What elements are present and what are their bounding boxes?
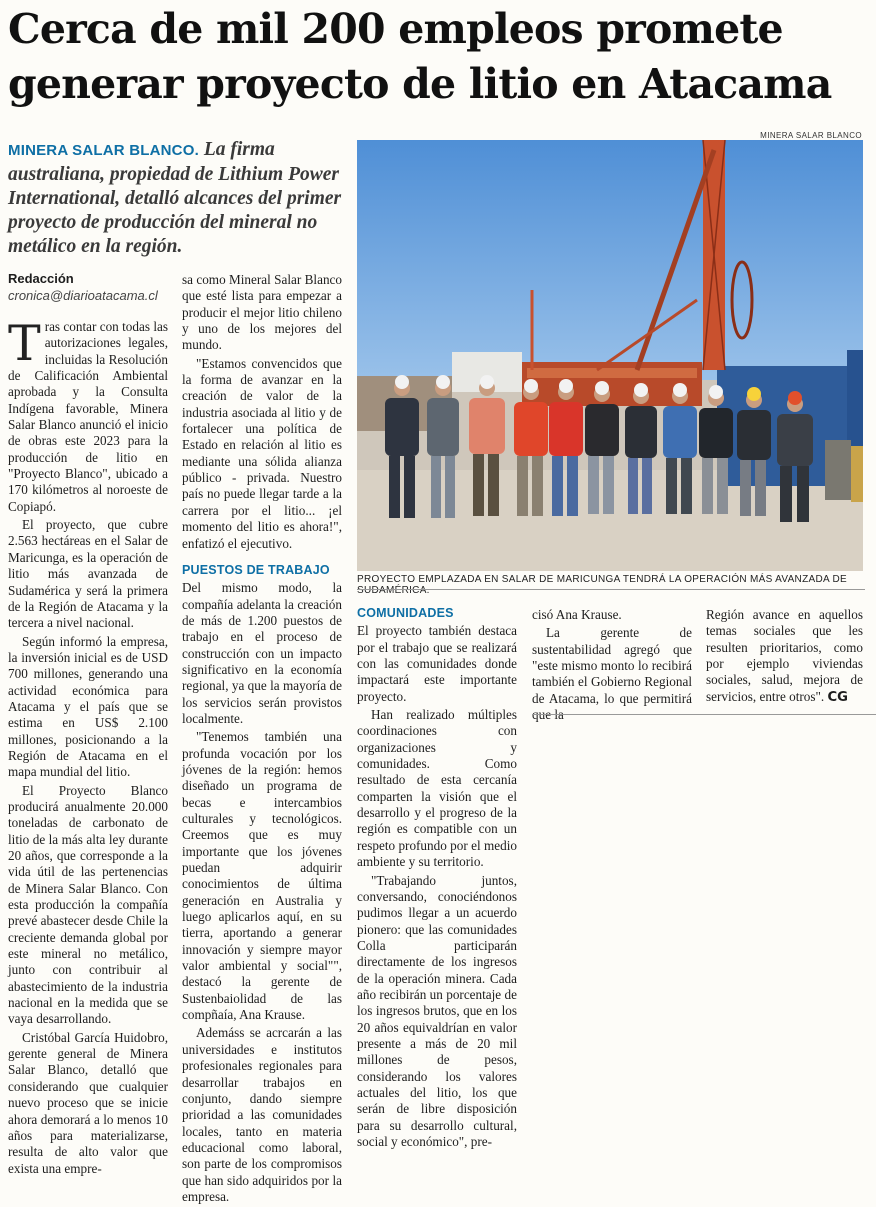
paragraph: El proyecto, que cubre 2.563 hectáreas en el Salar de Maricunga, es la operación de litio más avanzada de Sudamérica y será la primera de la Región de Atacama y la tercera a nivel nacional. (8, 517, 168, 631)
paragraph: La gerente de sustentabilidad agregó que "este mismo monto lo recibirá también el Gobierno Regional de Atacama, lo que permitirá que la (532, 625, 692, 723)
article-column-5 (706, 607, 863, 708)
byline-email: cronica@diarioatacama.cl (8, 288, 158, 303)
paragraph: El Proyecto Blanco producirá anualmente 20.000 toneladas de carbonato de litio de la más alta ley durante 20 años, que corresponde a la vida útil de las pertenencias de Minera Salar Blanco. Con esta producción la compañía prevé abastecer desde Chile la creciente demanda global por este mineral no metálico, junto con contribuir al abastecimiento de la industria nacional en la medida que se vaya desarrollando. (8, 782, 168, 1027)
paragraph: Han realizado múltiples coordinaciones con organizaciones y comunidades. Como resultado de esta cercanía comparten la visión que el desarrollo y el progreso de la región es compatible con un respeto profundo por el medio ambiente y su territorio. (357, 707, 517, 870)
byline (8, 270, 158, 304)
paragraph: Región avance en aquellos temas sociales que les resulten prioritarios, como por ejemplo viviendas sociales, salud, mejora de servicios, entre otros". CG (706, 607, 863, 705)
drop-cap: T (8, 315, 41, 372)
article-column-1 (8, 315, 168, 1179)
article-column-2 (182, 272, 342, 1207)
project-photo (357, 140, 863, 571)
paragraph: El proyecto también destaca por el trabajo que se realizará con las comunidades donde impactará este importante proyecto. (357, 623, 517, 704)
byline-author: Redacción (8, 271, 74, 286)
photo-illustration (357, 140, 863, 571)
paragraph: "Estamos convencidos que la forma de avanzar en la creación de valor de la industria asociada al litio y de fortalecer una política de Estado en relación al litio es mediante una sólida alianza público - privada. Nuestro país no puede llegar tarde a la carrera por el litio... ¡el momento del litio es ahora!", enfatizó el ejecutivo. (182, 355, 342, 551)
sky (357, 140, 863, 390)
article-column-4 (532, 607, 692, 725)
paragraph: "Tenemos también una profunda vocación por los jóvenes de la región: hemos diseñado un programa de becas e intercambios culturales y tecnológicos. Creemos que es muy importante que los jóvenes puedan adquirir conocimientos de última generación en Australia y luego aplicarlos aquí, en su tierra, aportando a generar innovación y siempre mayor valor ambiental y social"", destacó la gerente de Sustenbaiolidad de las compñaía, Ana Krause. (182, 729, 342, 1023)
paragraph: Tras contar con todas las autorizaciones legales, incluidas la Resolución de Calificación Ambiental aprobada y la Consulta Indígena favorable, Minera Salar Blanco anunció el inicio de obras este 2023 para la producción de litio en "Proyecto Blanco", ubicado a 170 kilómetros al noroeste de Copiapó. (8, 315, 168, 514)
photo-caption: PROYECTO EMPLAZADA EN SALAR DE MARICUNGA TENDRÁ LA OPERACIÓN MÁS AVANZADA DE SUDAMÉRICA. (357, 574, 847, 596)
paragraph: "Trabajando juntos, conversando, conociéndonos pudimos llegar a un acuerdo pionero: que las comunidades Colla participarán directamente de los ingresos de la operación minera. Cada año recibirán un porcentaje de los ingresos brutos, que en los 20 años equivaldrían en valor presente a más de 20 mil millones de pesos, considerando los valores actuales del litio, los que serán de libre disposición para su desarrollo cultural, social y económico", pre- (357, 872, 517, 1149)
paragraph: sa como Mineral Salar Blanco que esté lista para empezar a producir el mejor litio chileno y uno de los mejores del mundo. (182, 272, 342, 353)
end-mark: CG (827, 689, 848, 705)
paragraph: Según informó la empresa, la inversión inicial es de USD 700 millones, generando una actividad económica para Atacama y el país que se estima en US$ 2.100 millones, posicionando a la Región de Atacama en el mapa mundial del litio. (8, 633, 168, 780)
paragraph: cisó Ana Krause. (532, 607, 622, 622)
paragraph: Ademáss se acrcarán a las universidades e institutos profesionales regionales para desarrollar trabajos en conjunto, dando siempre prioridad a las comunidades locales, tanto en materia educacional como laboral, son parte de los compromisos que han sido adquiridos por la empresa. (182, 1025, 342, 1204)
lead-kicker: MINERA SALAR BLANCO. (8, 142, 199, 159)
photo-credit: MINERA SALAR BLANCO (760, 131, 862, 140)
divider (357, 589, 865, 590)
paragraph: Cristóbal García Huidobro, gerente general de Minera Salar Blanco, detalló que considerando que cualquier nuevo proceso que se inicie ahora demorará a lo menos 10 años para materializarse, resulta de alto valor que exista una empre- (8, 1029, 168, 1176)
paragraph: Del mismo modo, la compañía adelanta la creación de más de 1.200 puestos de trabajo en el proceso de construcción con un impacto significativo en la economía regional, ya que la mayoría de los servicios serán provistos localmente. (182, 580, 342, 726)
article-column-3 (357, 597, 517, 1152)
lead-paragraph (8, 138, 348, 259)
headline: Cerca de mil 200 empleos promete generar proyecto de litio en Atacama (8, 5, 832, 108)
subhead-comunidades: COMUNIDADES (357, 606, 454, 620)
lead-text: La firma australiana, propiedad de Lithium Power International, detalló alcances del primer proyecto de producción del mineral no metálico en la región. (8, 139, 342, 257)
divider (532, 714, 876, 715)
subhead-puestos: PUESTOS DE TRABAJO (182, 562, 330, 577)
